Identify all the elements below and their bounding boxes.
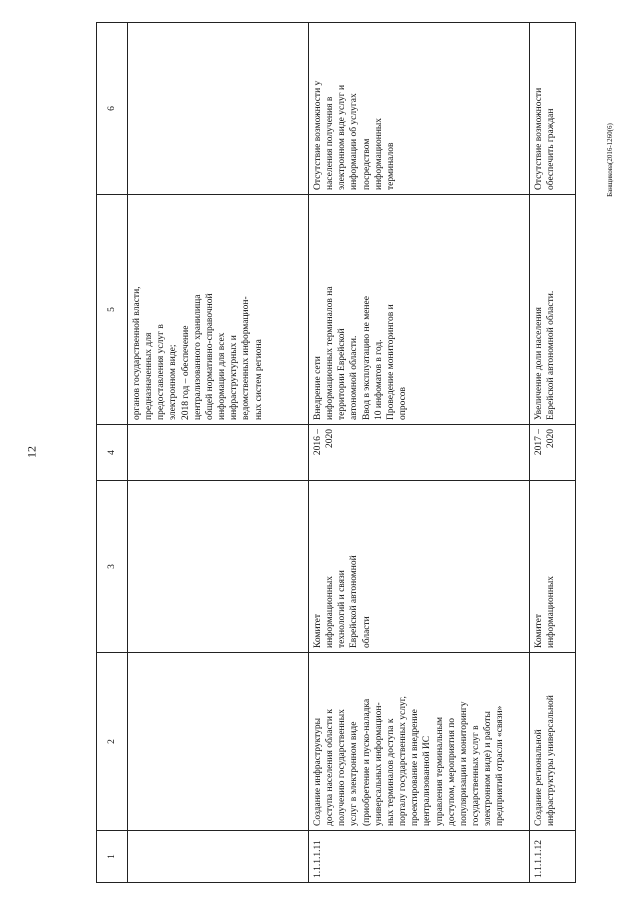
- header-col-5: 5: [97, 195, 128, 425]
- row-number-cell: [128, 831, 309, 883]
- cell-text-line: общей нормативно-справочной: [204, 293, 215, 420]
- period-cell: [530, 425, 576, 481]
- row-number-cell: [309, 831, 530, 883]
- executor-cell: [128, 481, 309, 653]
- cell-text-line: Еврейской автономной: [349, 555, 360, 648]
- cell-text-line: Отсутствие возможности: [534, 87, 544, 190]
- cell-text-line: ведомственных информацион-: [241, 296, 252, 420]
- header-col-1: 1: [97, 831, 128, 883]
- header-row: [97, 23, 128, 883]
- cell-text-line: информационных: [373, 117, 384, 190]
- table-row: [309, 23, 530, 883]
- rotated-table-sheet: [96, 23, 576, 883]
- period-cell: [128, 425, 309, 481]
- cell-text-line: органов государственной власти,: [132, 286, 142, 420]
- cell-text-line: 2020: [546, 429, 557, 448]
- problem-cell: [309, 23, 530, 195]
- cell-text: 1.1.1.1.11: [313, 840, 323, 878]
- cell-text-line: терминалов: [385, 142, 396, 190]
- measure-name-cell: [128, 653, 309, 831]
- cell-text-line: управления терминальным: [434, 716, 445, 826]
- cell-text-line: Внедрение сети: [313, 356, 323, 420]
- cell-text-line: проектирование и внедрение: [410, 709, 421, 826]
- cell-text-line: электронном виде услуг и: [337, 84, 348, 190]
- expected-result-cell: [309, 195, 530, 425]
- cell-text-line: посредством: [361, 138, 372, 190]
- problem-cell: [530, 23, 576, 195]
- cell-text-line: Еврейской автономной области.: [546, 290, 557, 420]
- cell-text-line: электронном виде) и работы: [483, 711, 494, 826]
- cell-text-line: опросов: [398, 386, 409, 420]
- cell-text-line: универсальных информацион-: [373, 702, 384, 826]
- cell-text-line: получению государственных: [337, 709, 348, 826]
- cell-text-line: государственных услуг в: [471, 725, 482, 826]
- period-cell: [309, 425, 530, 481]
- cell-text-line: инфраструктуры универсальной: [546, 695, 557, 826]
- cell-text-line: централизованного хранилища: [192, 294, 203, 420]
- cell-text-line: электронном виде;: [168, 344, 179, 420]
- cell-text-line: 2017 –: [534, 429, 544, 456]
- cell-text-line: населения получения в: [325, 96, 336, 190]
- cell-text-line: обеспечить граждан: [546, 108, 557, 190]
- cell-text-line: информационных: [546, 575, 557, 648]
- problem-cell: [128, 23, 309, 195]
- header-col-4: 4: [97, 425, 128, 481]
- cell-text-line: предназначенных для: [144, 332, 155, 420]
- cell-text-line: централизованной ИС: [422, 735, 433, 826]
- cell-text-line: информационных терминалов на: [325, 286, 336, 420]
- measures-table: [96, 22, 576, 883]
- cell-text-line: Увеличение доли населения: [534, 307, 544, 420]
- cell-text-line: Комитет: [313, 613, 323, 648]
- cell-text-line: 2016 –: [313, 429, 323, 456]
- cell-text-line: 2020: [325, 429, 336, 448]
- cell-text-line: услуг в электронном виде: [349, 721, 360, 826]
- measure-name-cell: [530, 653, 576, 831]
- cell-text-line: Создание региональной: [534, 729, 544, 826]
- table-row: [530, 23, 576, 883]
- cell-text-line: ных систем региона: [253, 339, 264, 420]
- cell-text: 1.1.1.1.12: [534, 840, 544, 878]
- cell-text-line: 2018 год – обеспечение: [180, 325, 191, 420]
- header-col-2: 2: [97, 653, 128, 831]
- cell-text-line: 10 инфоматов в год.: [373, 339, 384, 420]
- measure-name-cell: [309, 653, 530, 831]
- executor-cell: [309, 481, 530, 653]
- cell-text-line: популяризации и мониторингу: [458, 701, 469, 826]
- cell-text-line: предоставления услуг в: [156, 324, 167, 420]
- table-row: [128, 23, 309, 883]
- row-number-cell: [530, 831, 576, 883]
- cell-text-line: порталу государственных услуг,: [398, 696, 409, 826]
- cell-text-line: Ввод в эксплуатацию не менее: [361, 296, 372, 420]
- cell-text-line: Отсутствие возможности у: [313, 80, 323, 190]
- cell-text-line: технологий и связи: [337, 570, 348, 648]
- page-number: 12: [24, 446, 39, 458]
- cell-text-line: информации для всех: [217, 332, 228, 420]
- cell-text-line: предприятий отрасли «связи»: [495, 705, 506, 826]
- document-stamp: Банщикова(2016-1260(6): [606, 123, 614, 197]
- cell-text-line: области: [361, 616, 372, 648]
- cell-text-line: (приобретение и пуско-наладка: [361, 698, 372, 826]
- cell-text-line: информации об услугах: [349, 93, 360, 190]
- cell-text-line: доступом, мероприятия по: [446, 717, 457, 826]
- cell-text-line: Проведение мониторингов и: [385, 304, 396, 420]
- expected-result-cell: [530, 195, 576, 425]
- cell-text-line: информационных: [325, 575, 336, 648]
- cell-text-line: Комитет: [534, 613, 544, 648]
- cell-text-line: инфраструктурных и: [229, 335, 240, 420]
- cell-text-line: Создание инфраструктуры: [313, 717, 323, 826]
- header-col-6: 6: [97, 23, 128, 195]
- cell-text-line: доступа населения области к: [325, 709, 336, 826]
- executor-cell: [530, 481, 576, 653]
- header-col-3: 3: [97, 481, 128, 653]
- expected-result-cell: [128, 195, 309, 425]
- cell-text-line: территории Еврейской: [337, 328, 348, 420]
- cell-text-line: автономной области.: [349, 335, 360, 420]
- cell-text-line: ных терминалов доступа к: [385, 718, 396, 826]
